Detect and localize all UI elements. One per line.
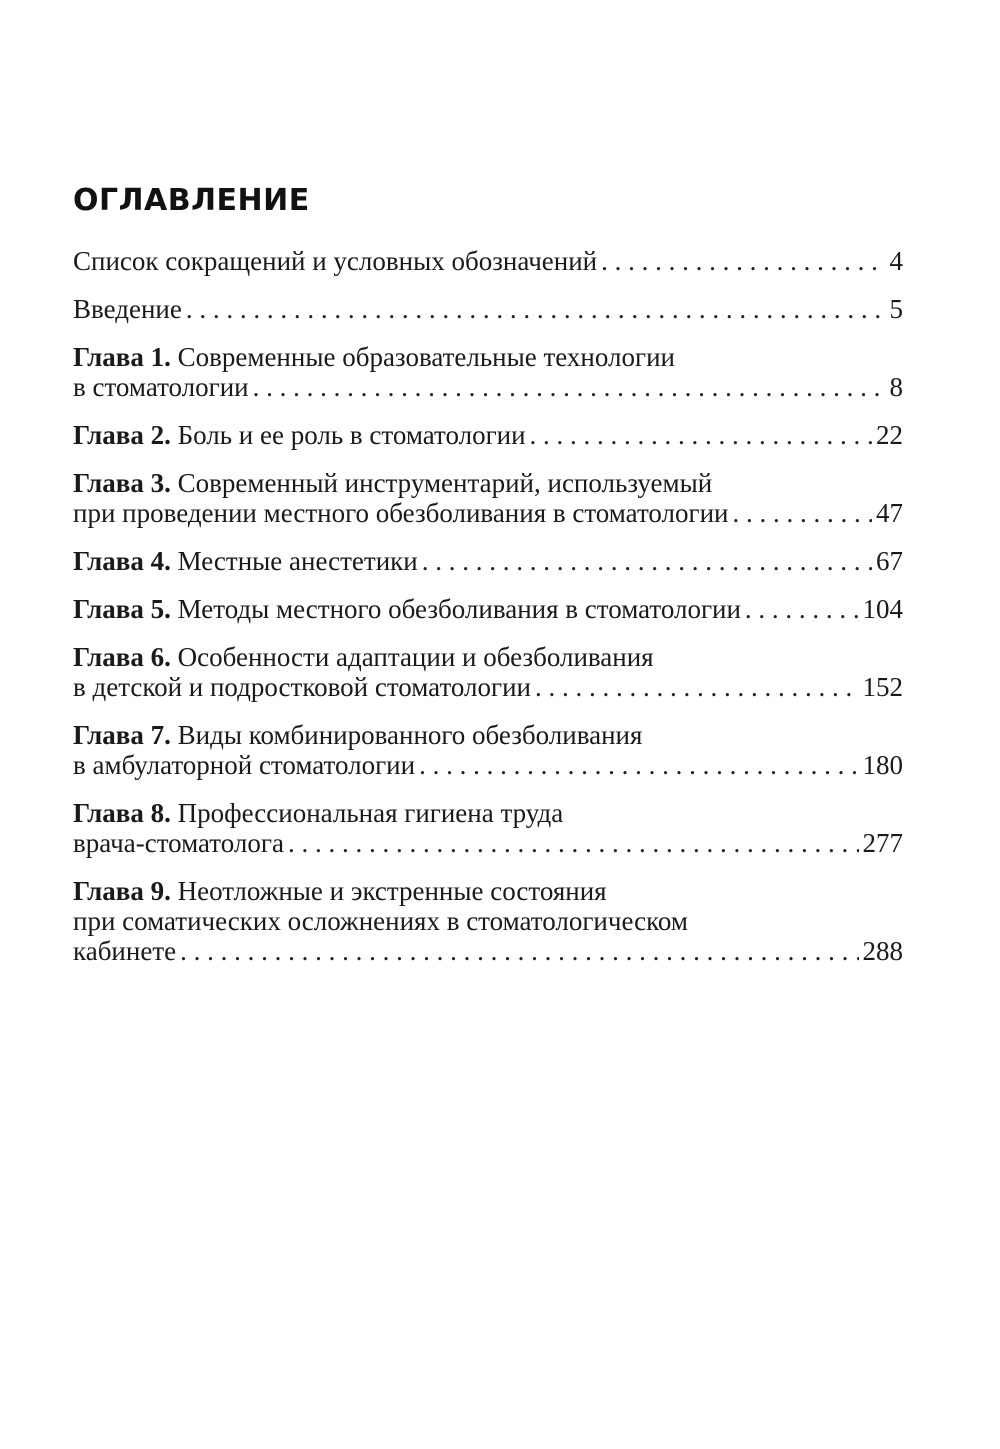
chapter-label: Глава 1. [73,342,171,372]
page-number: 22 [876,420,903,450]
toc-entry-last-line [73,498,903,528]
chapter-label: Глава 6. [73,642,171,672]
toc-entry-title: в стоматологии [73,372,249,402]
chapter-label: Глава 2. [73,420,171,450]
toc-entry[interactable] [73,876,903,966]
toc-heading: ОГЛАВЛЕНИЕ [73,183,310,218]
toc-entry-title: Современный инструментарий, используемый [177,468,713,498]
dot-leader [422,546,872,576]
page-number: 288 [862,936,903,966]
toc-entry-last-line [73,294,903,324]
chapter-label: Глава 3. [73,468,171,498]
toc-entry-title: Методы местного обезболивания в стоматологии [177,594,741,624]
toc-entry-title: кабинете [73,936,177,966]
toc-entry-last-line [73,750,903,780]
dot-leader [419,750,858,780]
toc-entry-text [73,294,182,324]
toc-entry-title: при соматических осложнениях в стоматологическом [73,906,688,936]
chapter-label: Глава 4. [73,546,171,576]
toc-entry-title: при проведении местного обезболивания в стоматологии [73,498,729,528]
dot-leader [601,246,885,276]
toc-entry-text [73,246,597,276]
toc-entry[interactable] [73,546,903,576]
dot-leader [186,294,886,324]
toc-entry[interactable] [73,420,903,450]
toc-entry-text [73,372,249,402]
chapter-label: Глава 8. [73,798,171,828]
toc-entry-last-line [73,546,903,576]
page-number: 47 [876,498,903,528]
toc-entry-last-line [73,420,903,450]
toc-entry-last-line [73,672,903,702]
toc-entry-title: в амбулаторной стоматологии [73,750,416,780]
toc-entry-line [73,342,903,372]
dot-leader [180,936,858,966]
dot-leader [535,672,859,702]
toc-entry-text [73,546,418,576]
toc-entry-title: Введение [73,294,182,324]
toc-entry[interactable] [73,468,903,528]
toc-entry-line [73,720,903,750]
chapter-label: Глава 9. [73,876,171,906]
toc-entry[interactable] [73,594,903,624]
toc-entry-last-line [73,246,903,276]
page-number: 277 [862,828,903,858]
chapter-label: Глава 5. [73,594,171,624]
dot-leader [288,828,859,858]
toc-entry-line [73,642,903,672]
dot-leader [733,498,872,528]
toc-entry-text [73,594,741,624]
toc-entry-text [73,750,415,780]
toc-entry-line [73,468,903,498]
toc-entry-last-line [73,372,903,402]
toc-entry-text [73,936,176,966]
page-number: 4 [889,246,903,276]
toc-entry-title: врача-стоматолога [73,828,284,858]
toc-entry-last-line [73,936,903,966]
toc-entry-title: Особенности адаптации и обезболивания [177,642,654,672]
toc-entry[interactable] [73,342,903,402]
toc-entry-title: в детской и подростковой стоматологии [73,672,531,702]
page-number: 67 [876,546,903,576]
toc-entry-title: Боль и ее роль в стоматологии [177,420,526,450]
page-number: 180 [862,750,903,780]
toc-entry-line [73,798,903,828]
toc-entry-title: Виды комбинированного обезболивания [177,720,643,750]
toc-entry[interactable] [73,720,903,780]
toc-entry-last-line [73,828,903,858]
toc-entry-text [73,828,284,858]
toc-entry-line [73,876,903,906]
toc-entry[interactable] [73,798,903,858]
toc-page [73,178,903,984]
dot-leader [253,372,886,402]
toc-list [73,246,903,966]
toc-entry-text [73,420,526,450]
toc-entry-last-line [73,594,903,624]
toc-entry[interactable] [73,294,903,324]
dot-leader [530,420,872,450]
page-number: 8 [889,372,903,402]
toc-entry-line [73,906,903,936]
toc-entry-title: Современные образовательные технологии [177,342,675,372]
page-number: 104 [862,594,903,624]
toc-entry-text [73,672,531,702]
toc-entry-title: Неотложные и экстренные состояния [177,876,607,906]
toc-entry-title: Профессиональная гигиена труда [177,798,564,828]
page-number: 152 [862,672,903,702]
toc-entry[interactable] [73,246,903,276]
dot-leader [745,594,859,624]
chapter-label: Глава 7. [73,720,171,750]
page-number: 5 [889,294,903,324]
toc-entry[interactable] [73,642,903,702]
toc-entry-title: Местные анестетики [177,546,418,576]
toc-entry-title: Список сокращений и условных обозначений [73,246,598,276]
toc-entry-text [73,498,729,528]
